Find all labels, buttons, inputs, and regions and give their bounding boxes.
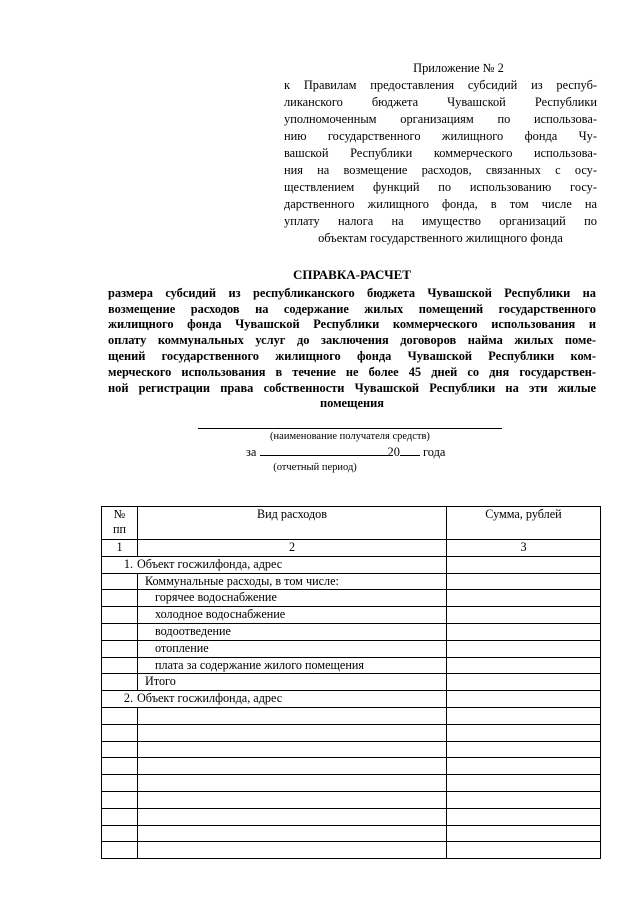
appendix-title: Приложение № 2: [413, 61, 504, 75]
heading-line: ной регистрации права собственности Чувашской Республики на эти жилые: [108, 380, 596, 395]
sum-cell[interactable]: [447, 607, 601, 624]
empty-row: [102, 707, 601, 724]
appendix-line: к Правилам предоставления субсидий из респуб-: [284, 78, 597, 92]
total-label: Итого: [138, 674, 447, 691]
period-caption: (отчетный период): [273, 462, 357, 473]
num-cell: [102, 842, 138, 859]
utilities-label: Коммунальные расходы, в том числе:: [138, 573, 447, 590]
heading-line: возмещение расходов на содержание жилых помещений государственного: [108, 301, 596, 316]
appendix-line: ликанского бюджета Чувашской Республики: [284, 95, 597, 109]
num-cell: [102, 707, 138, 724]
object-cell: 2. Объект госжилфонда, адрес: [102, 691, 447, 708]
table-row: [102, 590, 601, 607]
sum-cell[interactable]: [447, 775, 601, 792]
column-numbers-row: [102, 540, 601, 557]
sum-cell[interactable]: [447, 640, 601, 657]
recipient-caption: (наименование получателя средств): [270, 431, 430, 442]
num-cell: [102, 825, 138, 842]
num-cell: [102, 808, 138, 825]
num-cell: [102, 791, 138, 808]
empty-row: [102, 724, 601, 741]
num-cell: [102, 640, 138, 657]
num-cell: [102, 623, 138, 640]
header-num: № пп: [102, 507, 138, 540]
heading-line: оплату коммунальных услуг до заключения договоров найма жилых поме-: [108, 333, 596, 348]
num-cell: [102, 741, 138, 758]
appendix-line: дарственного жилищного фонда, в том числе на: [284, 197, 597, 211]
heading-line: жилищного фонда Чувашской Республики коммерческого использования и: [108, 317, 596, 332]
sum-cell[interactable]: [447, 556, 601, 573]
object-row: [102, 556, 601, 573]
type-cell[interactable]: [138, 758, 447, 775]
empty-row: [102, 791, 601, 808]
type-cell[interactable]: [138, 842, 447, 859]
empty-row: [102, 842, 601, 859]
sum-cell[interactable]: [447, 573, 601, 590]
heading-line: щений государственного жилищного фонда Чувашской Республики ком-: [108, 348, 596, 363]
recipient-name-field[interactable]: [198, 428, 502, 429]
object-cell: 1. Объект госжилфонда, адрес: [102, 556, 447, 573]
sum-cell[interactable]: [447, 724, 601, 741]
num-cell: [102, 657, 138, 674]
appendix-line: ществлением функций по использованию госу-: [284, 180, 597, 194]
num-cell: [102, 607, 138, 624]
sum-cell[interactable]: [447, 741, 601, 758]
num-cell: [102, 573, 138, 590]
type-cell[interactable]: [138, 825, 447, 842]
empty-row: [102, 741, 601, 758]
num-cell: [102, 674, 138, 691]
table-row: [102, 573, 601, 590]
expense-item: отопление: [138, 640, 447, 657]
period-blank-field[interactable]: [260, 444, 388, 456]
sum-cell[interactable]: [447, 623, 601, 640]
heading-line: мерческого использования в течение не более 45 дней со дня государствен-: [108, 364, 596, 379]
period-year-prefix: 20: [387, 445, 400, 459]
period-line: [246, 444, 445, 460]
appendix-block: [284, 60, 597, 247]
table-row: [102, 640, 601, 657]
table-row: [102, 657, 601, 674]
heading-line: помещения: [320, 396, 384, 411]
header-sum: Сумма, рублей: [447, 507, 601, 540]
col-number: 1: [102, 540, 138, 557]
total-row: [102, 674, 601, 691]
object-row: [102, 691, 601, 708]
table-header-row: [102, 507, 601, 540]
sum-cell[interactable]: [447, 842, 601, 859]
expense-item: плата за содержание жилого помещения: [138, 657, 447, 674]
empty-row: [102, 758, 601, 775]
expense-item: водоотведение: [138, 623, 447, 640]
num-cell: [102, 758, 138, 775]
sum-cell[interactable]: [447, 758, 601, 775]
col-number: 3: [447, 540, 601, 557]
type-cell[interactable]: [138, 741, 447, 758]
table-row: [102, 623, 601, 640]
sum-cell[interactable]: [447, 674, 601, 691]
type-cell[interactable]: [138, 791, 447, 808]
sum-cell[interactable]: [447, 791, 601, 808]
appendix-line: уполномоченным организациям по использова-: [284, 112, 597, 126]
type-cell[interactable]: [138, 808, 447, 825]
col-number: 2: [138, 540, 447, 557]
sum-cell[interactable]: [447, 707, 601, 724]
period-prefix: за: [246, 445, 257, 459]
appendix-line: нию государственного жилищного фонда Чу-: [284, 129, 597, 143]
expense-item: холодное водоснабжение: [138, 607, 447, 624]
empty-row: [102, 808, 601, 825]
num-cell: [102, 775, 138, 792]
document-title: СПРАВКА-РАСЧЕТ: [293, 267, 411, 282]
appendix-line: вашской Республики коммерческого использова-: [284, 146, 597, 160]
type-cell[interactable]: [138, 707, 447, 724]
type-cell[interactable]: [138, 775, 447, 792]
sum-cell[interactable]: [447, 691, 601, 708]
table-row: [102, 607, 601, 624]
type-cell[interactable]: [138, 724, 447, 741]
heading-line: размера субсидий из республиканского бюджета Чувашской Республики на: [108, 285, 596, 300]
num-cell: [102, 590, 138, 607]
appendix-line: объектам государственного жилищного фонда: [318, 231, 563, 245]
empty-row: [102, 825, 601, 842]
report-table: [101, 506, 601, 859]
header-type: Вид расходов: [138, 507, 447, 540]
sum-cell[interactable]: [447, 590, 601, 607]
document-heading: [108, 267, 596, 412]
sum-cell[interactable]: [447, 808, 601, 825]
appendix-line: уплату налога на имущество организаций по: [284, 214, 597, 228]
period-year-field[interactable]: [400, 444, 420, 456]
sum-cell[interactable]: [447, 825, 601, 842]
sum-cell[interactable]: [447, 657, 601, 674]
num-cell: [102, 724, 138, 741]
empty-row: [102, 775, 601, 792]
period-suffix: года: [423, 445, 446, 459]
expense-item: горячее водоснабжение: [138, 590, 447, 607]
appendix-line: ния на возмещение расходов, связанных с осу-: [284, 163, 597, 177]
